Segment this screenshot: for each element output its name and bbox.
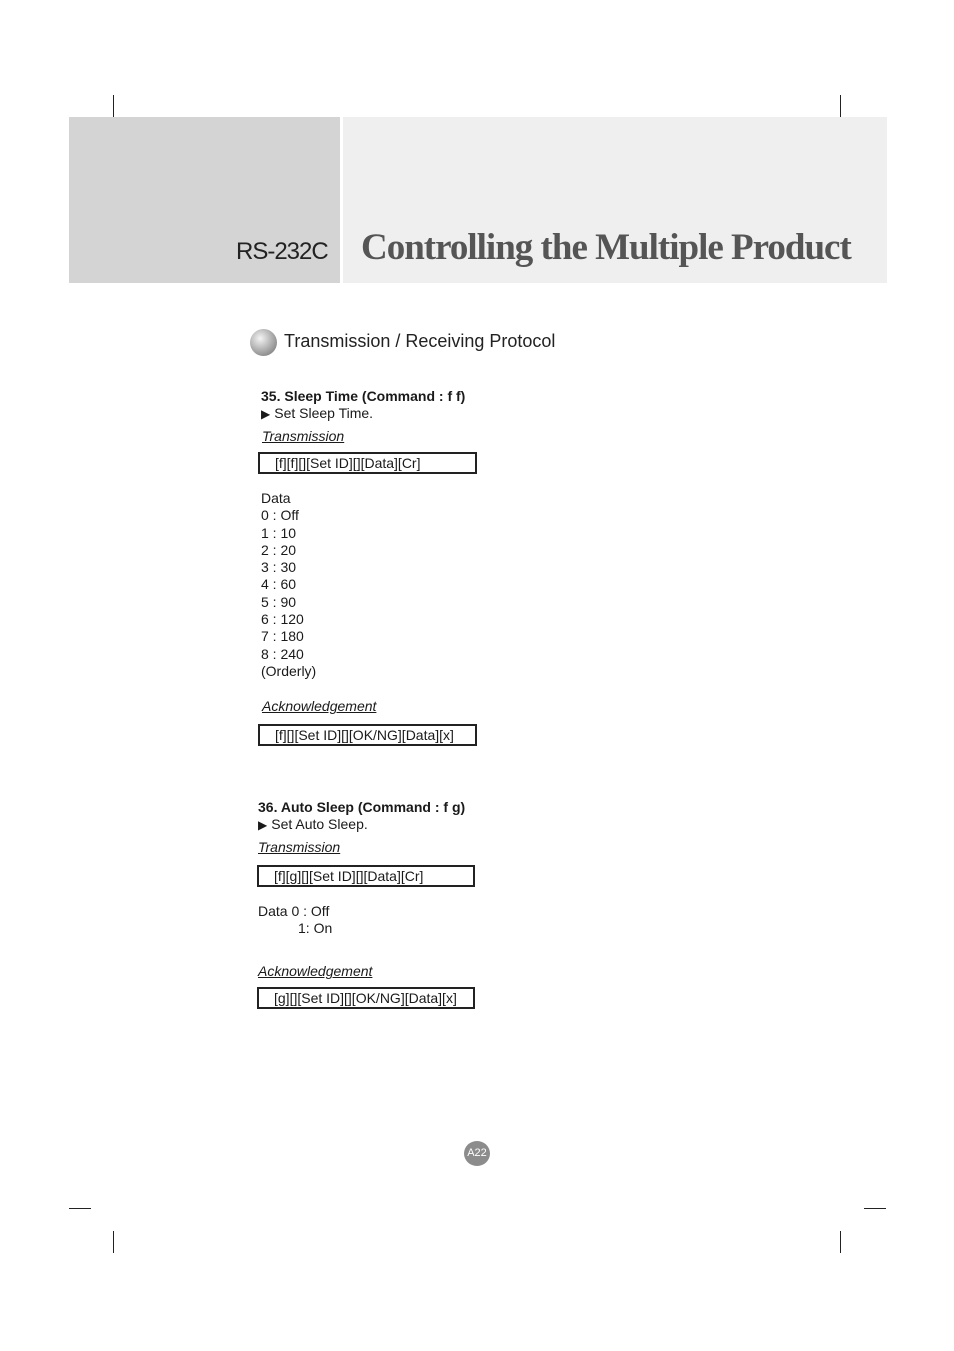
command-36-ack-code: [g][][Set ID][][OK/NG][Data][x]	[257, 987, 475, 1009]
command-35-transmission-label: Transmission	[262, 428, 345, 444]
command-35-title: 35. Sleep Time (Command : f f)	[261, 388, 466, 404]
command-36-title: 36. Auto Sleep (Command : f g)	[258, 799, 466, 815]
data-item: 4 : 60	[261, 576, 297, 593]
command-35-transmission-code: [f][f][][Set ID][][Data][Cr]	[258, 452, 477, 474]
command-36-ack-label: Acknowledgement	[258, 963, 373, 979]
command-36-transmission-code: [f][g][][Set ID][][Data][Cr]	[257, 865, 475, 887]
sphere-bullet-icon	[250, 329, 277, 356]
data-item: 7 : 180	[261, 628, 304, 645]
crop-mark-top-left	[113, 95, 114, 117]
command-36-transmission-label: Transmission	[258, 839, 341, 855]
data-line: 1: On	[298, 920, 333, 936]
crop-mark-bottom-left	[113, 1231, 114, 1253]
data-item: 5 : 90	[261, 593, 297, 610]
data-item: 8 : 240	[261, 645, 304, 662]
command-35-ack-label: Acknowledgement	[262, 698, 377, 714]
crop-mark-bottom-right	[840, 1231, 841, 1253]
data-item: (Orderly)	[261, 662, 317, 679]
data-item: 2 : 20	[261, 541, 297, 558]
right-triangle-icon: ▶	[261, 407, 271, 421]
section-heading: Transmission / Receiving Protocol	[284, 331, 556, 351]
header-subtitle: RS-232C	[236, 238, 328, 265]
data-item: 6 : 120	[261, 611, 304, 628]
command-35-data-list	[261, 490, 316, 680]
command-35-description	[261, 405, 373, 421]
command-35-ack-code: [f][][Set ID][][OK/NG][Data][x]	[258, 724, 477, 746]
right-triangle-icon: ▶	[258, 818, 268, 832]
command-36-description-text: Set Auto Sleep.	[271, 816, 368, 832]
command-35-description-text: Set Sleep Time.	[274, 405, 374, 421]
data-item: 1 : 10	[261, 524, 297, 541]
crop-mark-top-right	[840, 95, 841, 117]
data-line: Data 0 : Off	[258, 903, 330, 919]
command-36-data	[258, 903, 332, 937]
data-item: 3 : 30	[261, 559, 297, 576]
data-item: 0 : Off	[261, 507, 299, 524]
command-36-description	[258, 816, 368, 832]
data-header: Data	[261, 490, 291, 506]
crop-mark-left-bottom	[69, 1208, 91, 1209]
crop-mark-right-bottom	[864, 1208, 886, 1209]
page-title: Controlling the Multiple Product	[361, 227, 851, 268]
page-number-badge: A22	[464, 1141, 490, 1166]
